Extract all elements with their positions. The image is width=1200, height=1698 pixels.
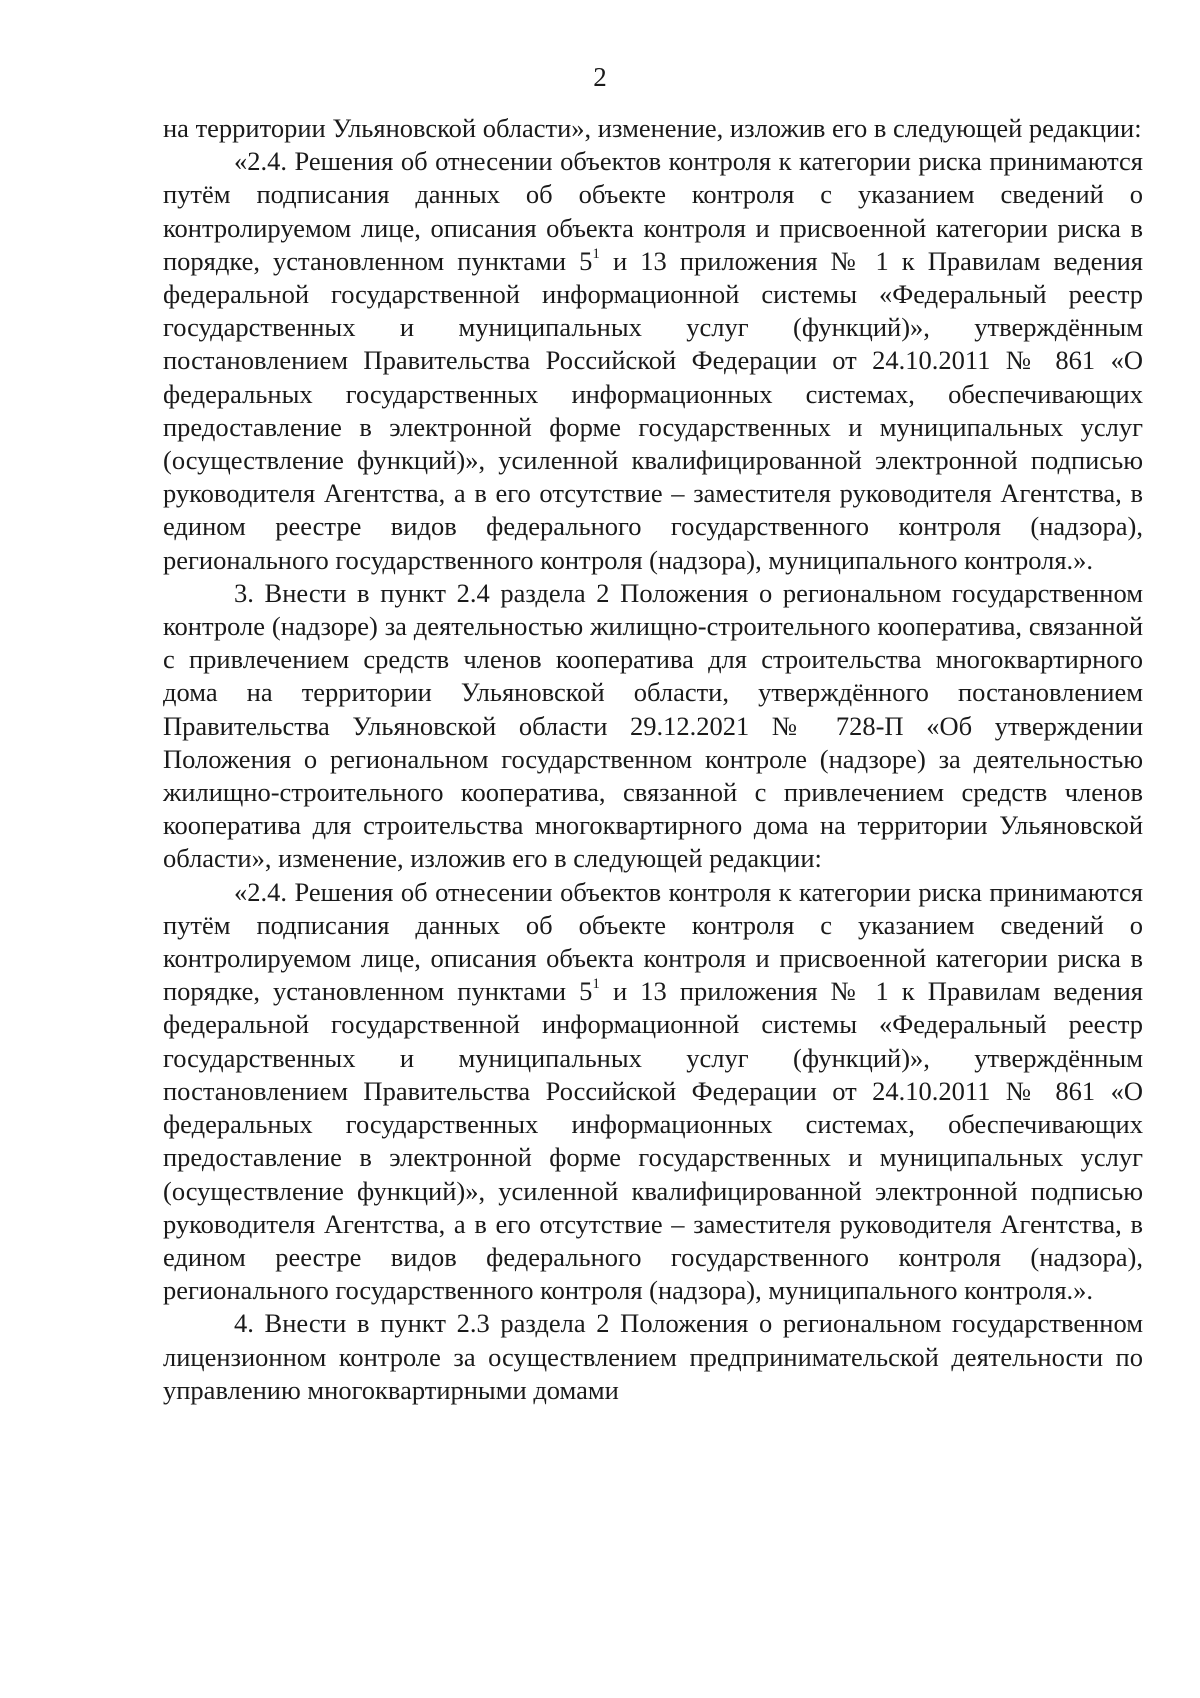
- page-number: 2: [593, 62, 607, 92]
- paragraph-item-3: 3. Внести в пункт 2.4 раздела 2 Положения о региональном государственном контроле (надзоре) за деятельностью жилищно-строительного кооператива, связанной с привлечением средств членов кооператива для строительства многоквартирного дома на территории Ульяновской области, утверждённого постановлением Правительства Ульяновской области 29.12.2021 № 728-П «Об утверждении Положения о региональном государственном контроле (надзоре) за деятельностью жилищно-строительного кооператива, связанной с привлечением средств членов кооператива для строительства многоквартирного дома на территории Ульяновской области», изменение, изложив его в следующей редакции:: [163, 577, 1143, 874]
- clause-text-before-superscript: «2.4. Решения об отнесении объектов контроля к категории риска принимаются путём подписания данных об объекте контроля с указанием сведений о контролируемом лице, описания объекта контроля и присвоенной категории риска в порядке, установленном пунктами 5: [163, 876, 1143, 1007]
- paragraph-quoted-clause-2-4-second: [163, 876, 1143, 1308]
- paragraph-continuation: на территории Ульяновской области», изменение, изложив его в следующей редакции:: [163, 113, 1142, 143]
- clause-text-before-superscript: «2.4. Решения об отнесении объектов контроля к категории риска принимаются путём подписания данных об объекте контроля с указанием сведений о контролируемом лице, описания объекта контроля и присвоенной категории риска в порядке, установленном пунктами 5: [163, 146, 1143, 276]
- superscript: 1: [592, 976, 600, 993]
- paragraph-item-4: 4. Внести в пункт 2.3 раздела 2 Положения о региональном государственном лицензионном контроле за осуществлением предпринимательской деятельности по управлению многоквартирными домами: [163, 1308, 1143, 1405]
- superscript: 1: [592, 245, 600, 262]
- clause-text-after-superscript: и 13 приложения № 1 к Правилам ведения федеральной государственной информационной системы «Федеральный реестр государственных и муниципальных услуг (функций)», утверждённым постановлением Правительства Российской Федерации от 24.10.2011 № 861 «О федеральных государственных информационных системах, обеспечивающих предоставление в электронной форме государственных и муниципальных услуг (осуществление функций)», усиленной квалифицированной электронной подписью руководителя Агентства, а в его отсутствие – заместителя руководителя Агентства, в едином реестре видов федерального государственного контроля (надзора), регионального государственного контроля (надзора), муниципального контроля.».: [163, 976, 1143, 1306]
- document-body: [163, 112, 1143, 1407]
- clause-text-after-superscript: и 13 приложения № 1 к Правилам ведения федеральной государственной информационной системы «Федеральный реестр государственных и муниципальных услуг (функций)», утверждённым постановлением Правительства Российской Федерации от 24.10.2011 № 861 «О федеральных государственных информационных системах, обеспечивающих предоставление в электронной форме государственных и муниципальных услуг (осуществление функций)», усиленной квалифицированной электронной подписью руководителя Агентства, а в его отсутствие – заместителя руководителя Агентства, в едином реестре видов федерального государственного контроля (надзора), регионального государственного контроля (надзора), муниципального контроля.».: [163, 245, 1143, 575]
- paragraph-quoted-clause-2-4-first: [163, 145, 1143, 577]
